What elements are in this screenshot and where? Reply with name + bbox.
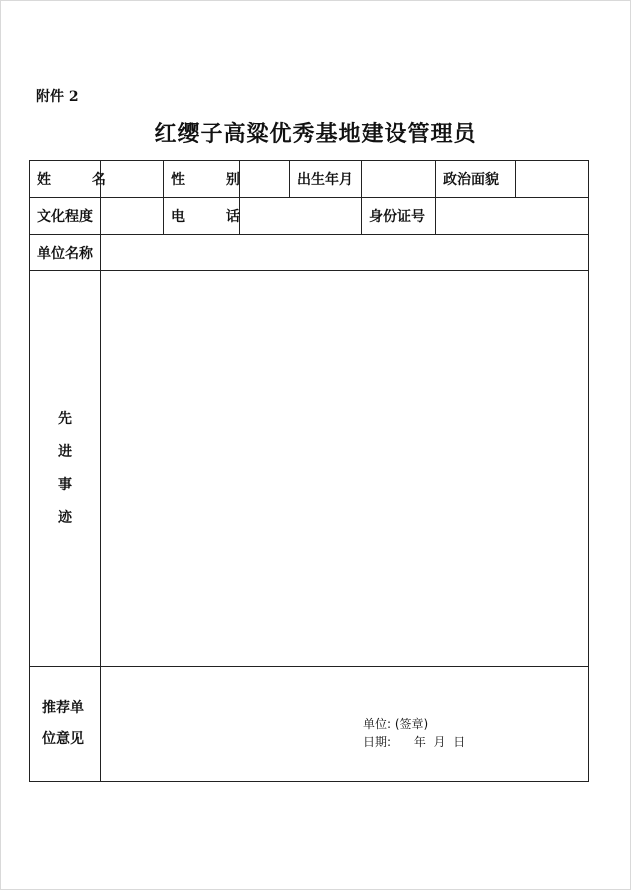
gender-label: 性 别 [164, 161, 240, 198]
form-row-contact [30, 198, 589, 235]
application-form-table [29, 160, 589, 782]
unit-name-field[interactable] [101, 235, 589, 271]
political-status-field[interactable] [516, 161, 589, 198]
birth-date-label: 出生年月 [290, 161, 362, 198]
form-row-recommendation [30, 667, 589, 782]
form-row-deeds [30, 271, 589, 667]
name-label: 姓 名 [30, 161, 101, 198]
signature-date-text: 日期: 年 月 日 [363, 735, 466, 749]
signature-unit-text: 单位: (签章) [363, 717, 429, 731]
deeds-label: 先 进 事 迹 [30, 271, 101, 667]
form-row-basic-info [30, 161, 589, 198]
deeds-field[interactable] [101, 271, 589, 667]
id-number-field[interactable] [436, 198, 589, 235]
political-status-label: 政治面貌 [436, 161, 516, 198]
form-title: 红缨子高粱优秀基地建设管理员 [154, 121, 477, 147]
recommendation-field[interactable] [101, 667, 589, 782]
form-row-unit [30, 235, 589, 271]
attachment-label: 附件 2 [36, 89, 79, 105]
phone-label: 电 话 [164, 198, 240, 235]
recommendation-label: 推荐单 位意见 [30, 667, 101, 782]
education-label: 文化程度 [30, 198, 101, 235]
unit-name-label: 单位名称 [30, 235, 101, 271]
id-number-label: 身份证号 [362, 198, 436, 235]
education-field[interactable] [101, 198, 164, 235]
birth-date-field[interactable] [362, 161, 436, 198]
